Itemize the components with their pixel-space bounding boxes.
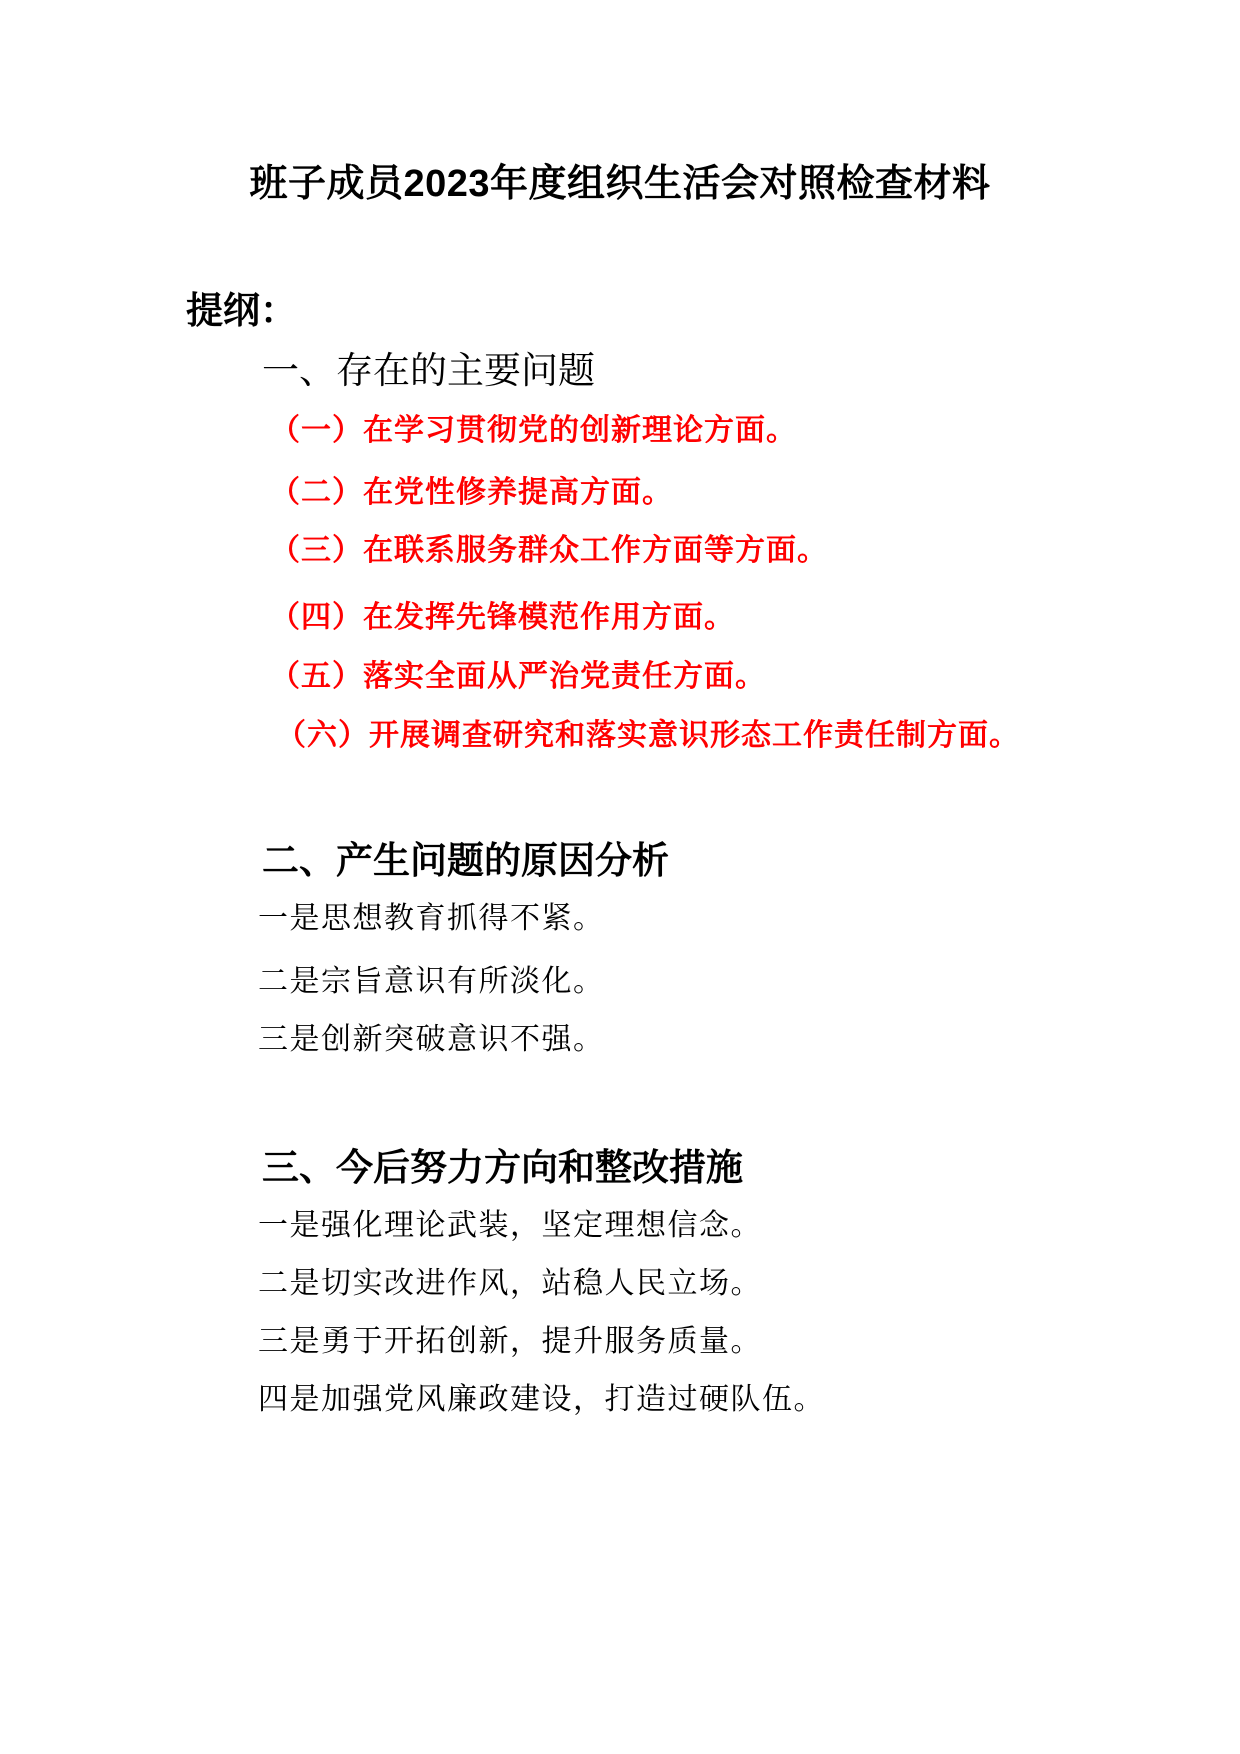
section1-item: （三）在联系服务群众工作方面等方面。 [270, 533, 828, 568]
section3-item: 四是加强党风廉政建设，打造过硬队伍。 [258, 1382, 825, 1417]
section1-item: （四）在发挥先锋模范作用方面。 [270, 600, 735, 635]
section1-item: （五）落实全面从严治党责任方面。 [270, 659, 766, 694]
document-title: 班子成员2023年度组织生活会对照检查材料 [249, 163, 991, 205]
section1-heading: 一、存在的主要问题 [262, 349, 595, 392]
section3-item: 一是强化理论武装，坚定理想信念。 [258, 1208, 762, 1243]
section2-heading: 二、产生问题的原因分析 [262, 840, 669, 881]
section2-item: 一是思想教育抓得不紧。 [258, 901, 605, 936]
section2-item: 二是宗旨意识有所淡化。 [258, 964, 605, 999]
outline-label: 提纲： [186, 290, 297, 331]
section2-item: 三是创新突破意识不强。 [258, 1022, 605, 1057]
section1-item: （六）开展调查研究和落实意识形态工作责任制方面。 [276, 718, 1020, 753]
section1-item: （二）在党性修养提高方面。 [270, 475, 673, 510]
section3-item: 三是勇于开拓创新，提升服务质量。 [258, 1324, 762, 1359]
section1-item: （一）在学习贯彻党的创新理论方面。 [270, 413, 797, 448]
section3-item: 二是切实改进作风，站稳人民立场。 [258, 1266, 762, 1301]
section3-heading: 三、今后努力方向和整改措施 [262, 1147, 743, 1188]
